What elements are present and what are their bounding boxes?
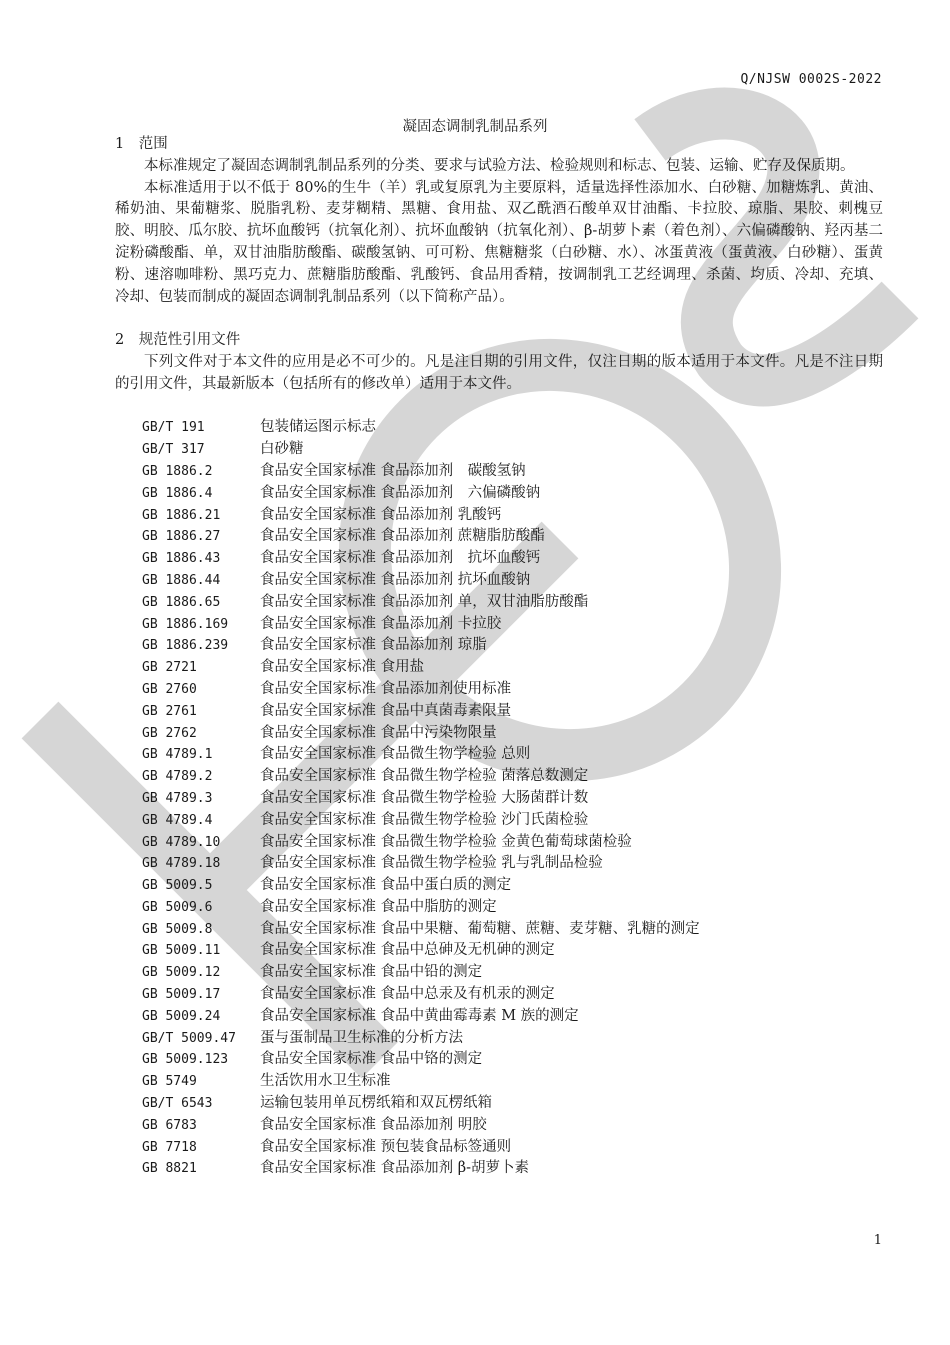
reference-row <box>142 853 883 875</box>
reference-code: GB 1886.43 <box>142 551 221 567</box>
reference-list <box>142 417 883 1180</box>
reference-code: GB 5009.6 <box>142 899 213 915</box>
reference-code: GB 1886.65 <box>142 594 221 610</box>
reference-code: GB 4789.3 <box>142 790 213 806</box>
section-heading-scope: 1 范围 <box>115 136 168 152</box>
reference-code: GB 1886.169 <box>142 616 229 632</box>
reference-code: GB/T 5009.47 <box>142 1030 236 1046</box>
document-title: 凝固态调制乳制品系列 <box>402 119 548 135</box>
reference-row <box>142 526 883 548</box>
reference-row <box>142 984 883 1006</box>
reference-title: 食品安全国家标准 食品添加剂 琼脂 <box>260 637 487 654</box>
reference-title: 食品安全国家标准 食品中污染物限量 <box>260 724 497 741</box>
reference-code: GB 4789.1 <box>142 747 213 763</box>
reference-title: 食品安全国家标准 食品中总汞及有机汞的测定 <box>260 986 555 1003</box>
reference-title: 食品安全国家标准 食品微生物学检验 金黄色葡萄球菌检验 <box>260 833 632 850</box>
reference-code: GB 5009.24 <box>142 1008 221 1024</box>
reference-title: 食品安全国家标准 食用盐 <box>260 659 425 676</box>
reference-title: 食品安全国家标准 食品微生物学检验 乳与乳制品检验 <box>260 855 603 872</box>
reference-row <box>142 1071 883 1093</box>
reference-row <box>142 657 883 679</box>
reference-code: GB 2762 <box>142 725 197 741</box>
reference-row <box>142 635 883 657</box>
reference-row <box>142 701 883 723</box>
reference-title: 食品安全国家标准 食品添加剂 抗坏血酸钙 <box>260 550 541 567</box>
reference-row <box>142 1093 883 1115</box>
reference-code: GB 4789.2 <box>142 769 213 785</box>
reference-title: 食品安全国家标准 食品中果糖、葡萄糖、蔗糖、麦芽糖、乳糖的测定 <box>260 920 700 937</box>
reference-title: 食品安全国家标准 食品添加剂 β-胡萝卜素 <box>260 1160 529 1177</box>
reference-title: 白砂糖 <box>260 441 304 458</box>
reference-title: 食品安全国家标准 食品微生物学检验 总则 <box>260 746 531 763</box>
reference-row <box>142 548 883 570</box>
reference-row <box>142 614 883 636</box>
reference-title: 食品安全国家标准 食品添加剂 蔗糖脂肪酸酯 <box>260 528 545 545</box>
reference-title: 食品安全国家标准 食品添加剂 抗坏血酸钠 <box>260 571 531 588</box>
reference-row <box>142 505 883 527</box>
reference-code: GB 4789.4 <box>142 812 213 828</box>
reference-code: GB 5009.11 <box>142 943 221 959</box>
reference-code: GB 2721 <box>142 660 197 676</box>
reference-row <box>142 461 883 483</box>
reference-title: 食品安全国家标准 食品添加剂 单，双甘油脂肪酸酯 <box>260 593 589 610</box>
reference-title: 包装储运图示标志 <box>260 419 376 436</box>
scope-paragraph-1: 本标准规定了凝固态调制乳制品系列的分类、要求与试验方法、检验规则和标志、包装、运输、贮存及保质期。 <box>144 157 855 174</box>
reference-code: GB 6783 <box>142 1117 197 1133</box>
reference-code: GB 1886.4 <box>142 485 213 501</box>
document-body <box>115 134 883 1180</box>
reference-row <box>142 744 883 766</box>
reference-row <box>142 1049 883 1071</box>
reference-title: 食品安全国家标准 食品中黄曲霉毒素 M 族的测定 <box>260 1007 579 1024</box>
reference-code: GB 1886.239 <box>142 638 229 654</box>
reference-title: 食品安全国家标准 食品中总砷及无机砷的测定 <box>260 942 555 959</box>
reference-row <box>142 1006 883 1028</box>
reference-code: GB 1886.27 <box>142 529 221 545</box>
reference-title: 食品安全国家标准 食品微生物学检验 菌落总数测定 <box>260 768 589 785</box>
reference-title: 食品安全国家标准 食品中铅的测定 <box>260 964 483 981</box>
reference-title: 食品安全国家标准 食品添加剂 碳酸氢钠 <box>260 462 526 479</box>
reference-code: GB 7718 <box>142 1139 197 1155</box>
reference-title: 蛋与蛋制品卫生标准的分析方法 <box>260 1029 463 1046</box>
reference-row <box>142 788 883 810</box>
reference-title: 食品安全国家标准 食品添加剂 乳酸钙 <box>260 506 502 523</box>
reference-code: GB 4789.10 <box>142 834 221 850</box>
reference-row <box>142 723 883 745</box>
reference-title: 食品安全国家标准 食品中脂肪的测定 <box>260 898 497 915</box>
reference-title: 食品安全国家标准 食品中真菌毒素限量 <box>260 702 512 719</box>
reference-row <box>142 1028 883 1050</box>
reference-row <box>142 897 883 919</box>
reference-code: GB 1886.21 <box>142 507 221 523</box>
reference-row <box>142 1137 883 1159</box>
reference-row <box>142 875 883 897</box>
reference-row <box>142 810 883 832</box>
reference-row <box>142 483 883 505</box>
reference-row <box>142 766 883 788</box>
reference-title: 运输包装用单瓦楞纸箱和双瓦楞纸箱 <box>260 1095 492 1112</box>
reference-row <box>142 962 883 984</box>
reference-row <box>142 832 883 854</box>
reference-code: GB 8821 <box>142 1161 197 1177</box>
reference-title: 食品安全国家标准 预包装食品标签通则 <box>260 1138 512 1155</box>
reference-code: GB 5009.12 <box>142 965 221 981</box>
reference-code: GB 5009.17 <box>142 987 221 1003</box>
reference-row <box>142 1115 883 1137</box>
references-paragraph: 下列文件对于本文件的应用是必不可少的。凡是注日期的引用文件，仅注日期的版本适用于本文件。凡是不注日期的引用文件，其最新版本（包括所有的修改单）适用于本文件。 <box>115 353 883 392</box>
scope-paragraph-2: 本标准适用于以不低于 80%的生牛（羊）乳或复原乳为主要原料，适量选择性添加水、白砂糖、加糖炼乳、黄油、稀奶油、果葡糖浆、脱脂乳粉、麦芽糊精、黑糖、食用盐、双乙酰酒石酸单双甘油酯、卡拉胶、琼脂、果胶、刺槐豆胶、明胶、瓜尔胶、抗坏血酸钙（抗氧化剂）、抗坏血酸钠（抗氧化剂）、β-胡萝卜素（着色剂）、六偏磷酸钠、羟丙基二淀粉磷酸酯、单，双甘油脂肪酸酯、碳酸氢钠、可可粉、焦糖糖浆（白砂糖、水）、冰蛋黄液（蛋黄液、白砂糖）、蛋黄粉、速溶咖啡粉、黑巧克力、蔗糖脂肪酸酯、乳酸钙、食品用香精，按调制乳工艺经调理、杀菌、均质、冷却、充填、冷却、包装而制成的凝固态调制乳制品系列（以下简称产品）。 <box>115 179 883 305</box>
reference-code: GB 2760 <box>142 681 197 697</box>
reference-row <box>142 592 883 614</box>
reference-code: GB/T 191 <box>142 420 205 436</box>
reference-row <box>142 417 883 439</box>
section-heading-references: 2 规范性引用文件 <box>115 332 241 349</box>
reference-row <box>142 919 883 941</box>
reference-title: 生活饮用水卫生标准 <box>260 1073 391 1090</box>
reference-row <box>142 570 883 592</box>
reference-code: GB 1886.44 <box>142 572 221 588</box>
reference-title: 食品安全国家标准 食品添加剂 六偏磷酸钠 <box>260 484 541 501</box>
reference-code: GB 2761 <box>142 703 197 719</box>
reference-code: GB 1886.2 <box>142 463 213 479</box>
reference-title: 食品安全国家标准 食品中铬的测定 <box>260 1051 483 1068</box>
reference-row <box>142 679 883 701</box>
reference-code: GB 5009.123 <box>142 1052 229 1068</box>
reference-title: 食品安全国家标准 食品中蛋白质的测定 <box>260 877 512 894</box>
reference-code: GB 5009.5 <box>142 878 213 894</box>
reference-row <box>142 439 883 461</box>
reference-title: 食品安全国家标准 食品添加剂使用标准 <box>260 680 512 697</box>
reference-row <box>142 940 883 962</box>
reference-code: GB/T 6543 <box>142 1096 213 1112</box>
reference-code: GB 5009.8 <box>142 921 213 937</box>
page-number: 1 <box>873 1233 882 1248</box>
document-code: Q/NJSW 0002S-2022 <box>740 72 882 87</box>
reference-code: GB/T 317 <box>142 442 205 458</box>
reference-title: 食品安全国家标准 食品添加剂 明胶 <box>260 1116 487 1133</box>
reference-code: GB 4789.18 <box>142 856 221 872</box>
reference-row <box>142 1158 883 1180</box>
reference-title: 食品安全国家标准 食品添加剂 卡拉胶 <box>260 615 502 632</box>
reference-code: GB 5749 <box>142 1074 197 1090</box>
reference-title: 食品安全国家标准 食品微生物学检验 大肠菌群计数 <box>260 789 589 806</box>
reference-title: 食品安全国家标准 食品微生物学检验 沙门氏菌检验 <box>260 811 589 828</box>
